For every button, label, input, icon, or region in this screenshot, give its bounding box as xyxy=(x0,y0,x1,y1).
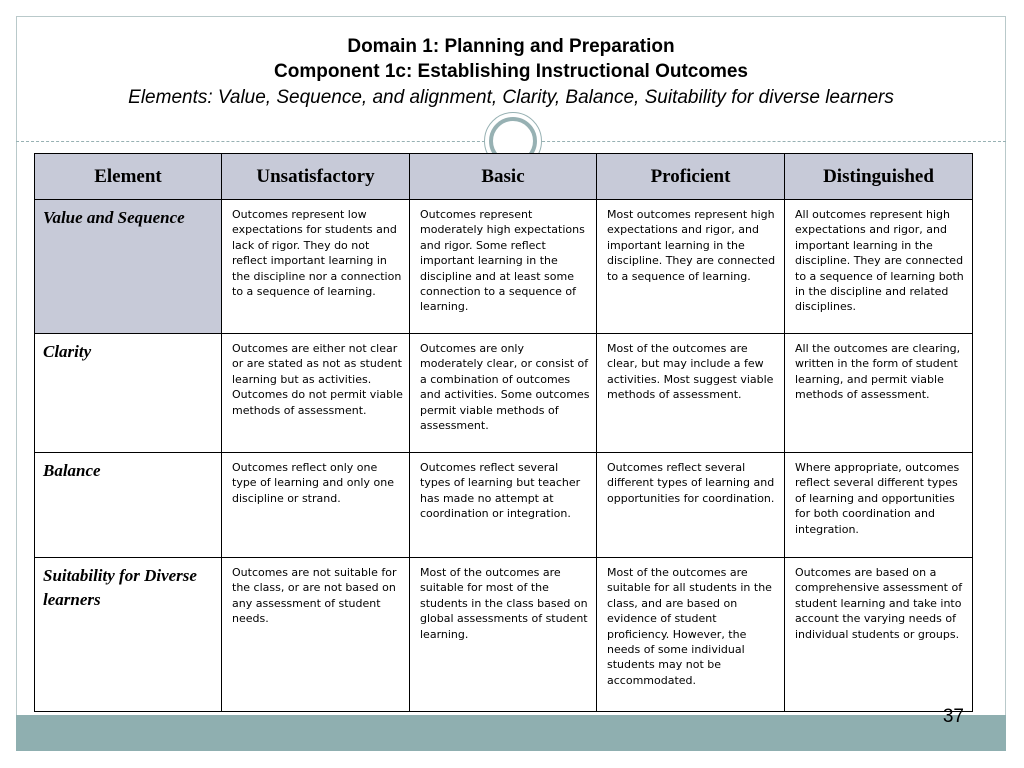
header-unsatisfactory: Unsatisfactory xyxy=(222,154,410,200)
element-name: Suitability for Diverse learners xyxy=(35,558,222,712)
rubric-table xyxy=(34,153,973,712)
page-number: 37 xyxy=(942,706,964,727)
component-title: Component 1c: Establishing Instructional Outcomes xyxy=(274,61,748,82)
footer-bar xyxy=(16,715,1006,751)
element-name: Balance xyxy=(35,453,222,558)
distinguished-cell: Outcomes are based on a comprehensive assessment of student learning and take into account the varying needs of individual students or groups. xyxy=(785,558,973,712)
distinguished-cell: All outcomes represent high expectations and rigor, and important learning in the discipline. They are connected to a sequence of learning both in the discipline and related disciplines. xyxy=(785,200,973,334)
basic-cell: Outcomes represent moderately high expectations and rigor. Some reflect important learning in the discipline and at least some connection to a sequence of learning. xyxy=(410,200,597,334)
header-element: Element xyxy=(35,154,222,200)
distinguished-cell: All the outcomes are clearing, written in the form of student learning, and permit viable methods of assessment. xyxy=(785,334,973,453)
unsatisfactory-cell: Outcomes represent low expectations for students and lack of rigor. They do not reflect important learning in the discipline nor a connection to a sequence of learning. xyxy=(222,200,410,334)
header-proficient: Proficient xyxy=(597,154,785,200)
table-row xyxy=(35,558,973,712)
proficient-cell: Most of the outcomes are suitable for all students in the class, and are based on evidence of student proficiency. However, the needs of some individual students may not be accommodated. xyxy=(597,558,785,712)
domain-title: Domain 1: Planning and Preparation xyxy=(347,36,675,57)
basic-cell: Outcomes reflect several types of learning but teacher has made no attempt at coordination or integration. xyxy=(410,453,597,558)
basic-cell: Most of the outcomes are suitable for most of the students in the class based on global assessments of student learning. xyxy=(410,558,597,712)
element-name: Value and Sequence xyxy=(35,200,222,334)
proficient-cell: Most of the outcomes are clear, but may include a few activities. Most suggest viable methods of assessment. xyxy=(597,334,785,453)
table-header-row xyxy=(35,154,973,200)
unsatisfactory-cell: Outcomes are not suitable for the class, or are not based on any assessment of student needs. xyxy=(222,558,410,712)
basic-cell: Outcomes are only moderately clear, or consist of a combination of outcomes and activities. Some outcomes permit viable methods of assessment. xyxy=(410,334,597,453)
header-distinguished: Distinguished xyxy=(785,154,973,200)
table-row xyxy=(35,334,973,453)
element-name: Clarity xyxy=(35,334,222,453)
table-row xyxy=(35,453,973,558)
elements-subtitle: Elements: Value, Sequence, and alignment, Clarity, Balance, Suitability for diverse learners xyxy=(128,87,894,108)
header-basic: Basic xyxy=(410,154,597,200)
unsatisfactory-cell: Outcomes are either not clear or are stated as not as student learning but as activities. Outcomes do not permit viable methods of assessment. xyxy=(222,334,410,453)
unsatisfactory-cell: Outcomes reflect only one type of learning and only one discipline or strand. xyxy=(222,453,410,558)
distinguished-cell: Where appropriate, outcomes reflect several different types of learning and opportunities for both coordination and integration. xyxy=(785,453,973,558)
proficient-cell: Most outcomes represent high expectations and rigor, and important learning in the discipline. They are connected to a sequence of learning. xyxy=(597,200,785,334)
slide-title-block xyxy=(16,34,1006,112)
proficient-cell: Outcomes reflect several different types of learning and opportunities for coordination. xyxy=(597,453,785,558)
table-row xyxy=(35,200,973,334)
